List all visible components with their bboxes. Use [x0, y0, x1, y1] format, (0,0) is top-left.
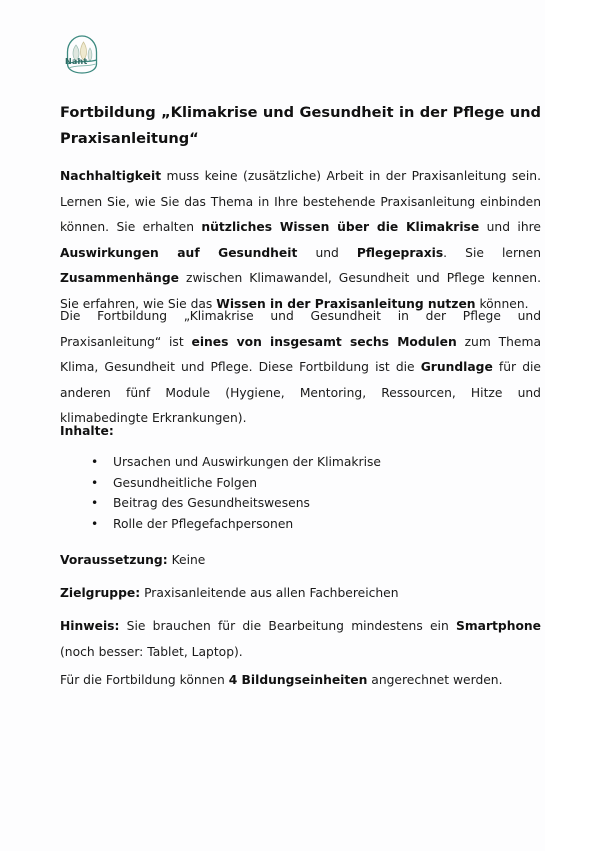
list-item [60, 473, 480, 494]
text-run: Für die Fortbildung können [60, 673, 229, 687]
text-run: . Sie lernen [443, 245, 541, 260]
text-run: zum Thema Klima, Gesundheit und Pflege. Diese Fortbildung ist die [60, 334, 541, 375]
bullet-icon: • [91, 516, 99, 531]
emphasis-run: Grundlage [420, 360, 493, 375]
text-run: und [297, 245, 357, 260]
text-run: und ihre [479, 220, 541, 235]
text-run: Sie brauchen für die Bearbeitung mindestens ein [119, 619, 456, 633]
list-item [60, 493, 480, 514]
emphasis-run: Auswirkungen auf Gesundheit [60, 245, 298, 260]
emphasis-run: Pflegepraxis [356, 245, 444, 260]
text-run: zwischen Klimawandel, Gesundheit und Pflege kennen. Sie erfahren, wie Sie das [60, 271, 541, 311]
emphasis-run: 4 Bildungseinheiten [228, 673, 368, 687]
text-run: angerechnet werden. [367, 673, 503, 687]
text-run: Die Fortbildung „Klimakrise und Gesundheit in der Pflege und Praxisanleitung“ ist [60, 309, 541, 349]
emphasis-run: Hinweis: [60, 619, 120, 633]
contents-heading-label: Inhalte: [60, 424, 114, 438]
emphasis-run: Zusammenhänge [60, 271, 179, 286]
emphasis-run: eines von insgesamt sechs Modulen [191, 334, 457, 349]
module-context-paragraph [60, 304, 541, 432]
text-run: (noch besser: Tablet, Laptop). [60, 644, 243, 659]
emphasis-run: nützliches Wissen über die Klimakrise [201, 220, 480, 235]
contents-list [60, 452, 480, 534]
naht-logo [62, 33, 102, 77]
note-paragraph [60, 614, 541, 665]
list-item-label: Gesundheitliche Folgen [113, 475, 258, 490]
prerequisite-line [60, 548, 541, 574]
intro-paragraph [60, 164, 541, 318]
list-item [60, 452, 480, 473]
list-item-label: Ursachen und Auswirkungen der Klimakrise [113, 455, 381, 469]
text-run: für die anderen fünf Module (Hygiene, Mentoring, Ressourcen, Hitze und klimabedingte Erkrankungen). [60, 360, 541, 426]
target-group-value: Praxisanleitende aus allen Fachbereichen [140, 586, 399, 600]
target-group-line [60, 581, 541, 607]
prerequisite-value: Keine [167, 553, 206, 567]
target-group-label: Zielgruppe: [60, 586, 141, 600]
naht-logo-icon [62, 33, 102, 77]
list-item [60, 514, 480, 535]
contents-heading [60, 419, 541, 445]
naht-logo-wordmark: Naht [65, 57, 88, 66]
page-title: Fortbildung „Klimakrise und Gesundheit in der Pflege und Praxisanleitung“ [60, 104, 541, 147]
text-run: muss keine (zusätzliche) Arbeit in der Praxisanleitung sein. Lernen Sie, wie Sie das Thema in Ihre bestehende Praxisanleitung einbinden können. Sie erhalten [60, 169, 541, 235]
emphasis-run: Wissen in der Praxisanleitung nutzen [216, 296, 476, 311]
bullet-icon: • [91, 455, 99, 469]
emphasis-run: Smartphone [455, 619, 541, 633]
text-run: können. [475, 296, 529, 311]
bullet-icon: • [91, 496, 99, 511]
emphasis-run: Nachhaltigkeit [60, 169, 162, 183]
list-item-label: Beitrag des Gesundheitswesens [113, 496, 310, 511]
bullet-icon: • [91, 475, 99, 490]
list-item-label: Rolle der Pflegefachpersonen [113, 516, 294, 531]
prerequisite-label: Voraussetzung: [60, 553, 168, 567]
credits-line [60, 668, 541, 694]
